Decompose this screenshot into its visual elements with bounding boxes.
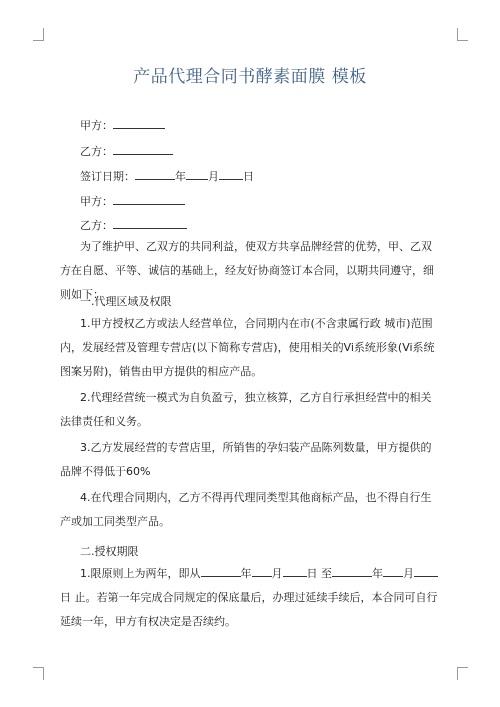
party-a-line-top: [80, 117, 165, 133]
party-a-label: 甲方：: [80, 119, 113, 132]
party-b-line-top: [80, 143, 173, 159]
party-a-label-2: 甲方：: [80, 195, 113, 208]
clause-2-1-part-b: 日 至: [306, 567, 332, 580]
intro-paragraph: 为了维护甲、乙双方的共同利益，使双方共享品牌经营的优势，甲、乙双方在自愿、平等、诚信的基础上，经友好协商签订本合同，以期共同遵守，细则如下：: [60, 240, 434, 301]
month-char-2: 月: [271, 567, 283, 580]
party-b-label-2: 乙方：: [80, 219, 113, 232]
end-year-blank: [332, 565, 372, 577]
sign-year-blank: [135, 168, 175, 180]
clause-1-2: 2.代理经营统一模式为自负盈亏，独立核算，乙方自行承担经营中的相关法律责任和义务。: [60, 391, 432, 428]
end-day-blank: [414, 565, 438, 577]
party-b-label: 乙方：: [80, 145, 113, 158]
party-b-blank: [113, 143, 173, 155]
section-1-heading: 一.代理区域及权限: [80, 295, 172, 308]
start-year-blank: [201, 565, 241, 577]
year-char-2: 年: [240, 567, 252, 580]
party-a-blank: [113, 117, 165, 129]
clause-2-1-part-c: 日 止。若第一年完成合同规定的保底量后，办理过延续手续后，本合同可自行延续一年，甲方有权决定是否续约。: [60, 591, 438, 628]
party-b-line-bottom: [80, 217, 187, 233]
party-b-blank-2: [113, 217, 187, 229]
year-char-3: 年: [372, 567, 383, 580]
section-2-heading: 二.授权期限: [80, 545, 139, 558]
start-day-blank: [283, 565, 307, 577]
clause-1-3: 3.乙方发展经营的专营店里，所销售的孕妇装产品陈列数量，甲方提供的品牌不得低于60%: [60, 441, 432, 478]
day-char: 日: [243, 170, 254, 183]
party-a-line-bottom: [80, 193, 185, 209]
clause-2-1-part-a: 1.限原则上为两年，即从: [80, 567, 201, 580]
year-char: 年: [175, 170, 186, 183]
month-char: 月: [208, 170, 219, 183]
clause-1-1: 1.甲方授权乙方或法人经营单位，合同期内在市(不含隶属行政 城市)范围内，发展经营及管理专营店(以下简称专营店)，使用相关的Vi系统形象(Vi系统图案另附)，销售由甲方提供的相应产品。: [60, 317, 435, 378]
sign-date-line: [80, 168, 254, 184]
document-title: 产品代理合同书酵素面膜 模板: [133, 67, 367, 87]
crop-mark-bottom-right: [457, 667, 468, 680]
party-a-blank-2: [113, 193, 185, 205]
clause-2-1: [60, 562, 440, 634]
crop-mark-bottom-left: [33, 667, 44, 680]
clause-1-4: 4.在代理合同期内，乙方不得再代理同类型其他商标产品，也不得自行生产或加工同类型产品。: [60, 491, 432, 528]
crop-mark-top-left: [33, 28, 44, 41]
sign-day-blank: [219, 168, 243, 180]
sign-month-blank: [186, 168, 208, 180]
crop-mark-top-right: [457, 28, 468, 41]
end-month-blank: [383, 565, 403, 577]
start-month-blank: [252, 565, 272, 577]
month-char-3: 月: [403, 567, 414, 580]
sign-date-label: 签订日期：: [80, 170, 135, 183]
